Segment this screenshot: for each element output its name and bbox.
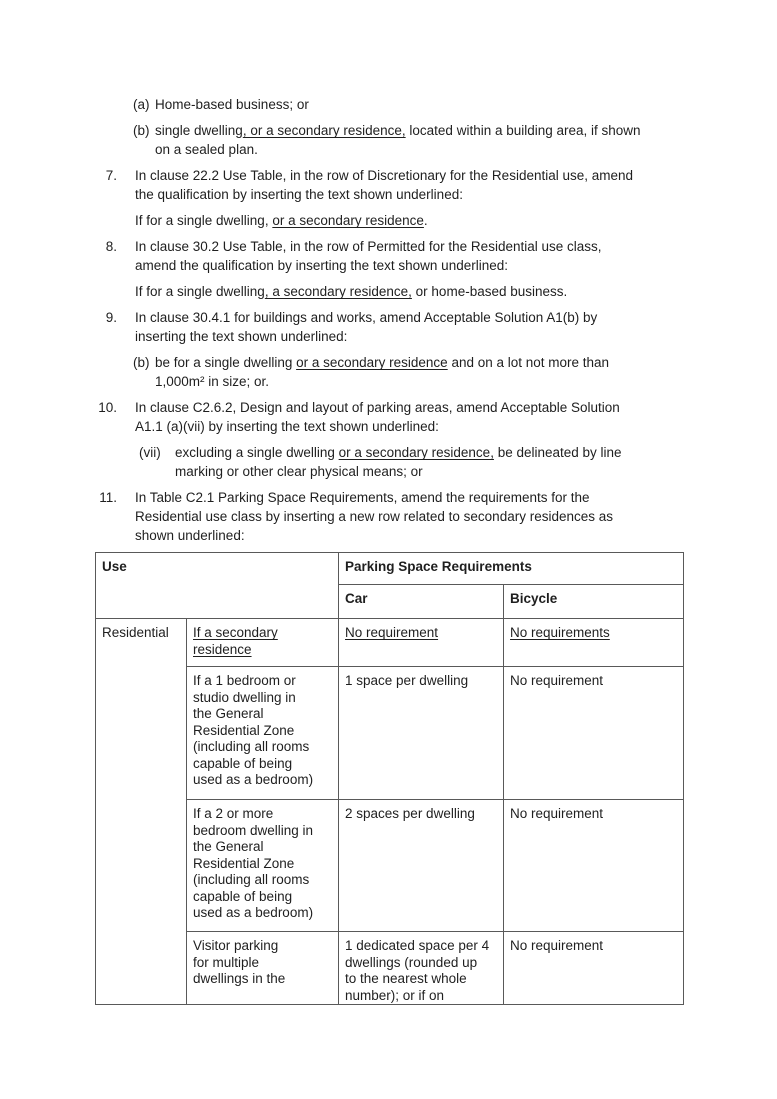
text-line — [135, 398, 777, 417]
text-segment: If for a single dwelling, — [135, 213, 273, 228]
list-marker: 10. — [98, 400, 117, 415]
text-line — [135, 166, 777, 185]
cell-text-line — [510, 938, 677, 955]
cell-text-line — [193, 971, 332, 988]
cell-car-row4 — [339, 932, 504, 1005]
text-segment: be for a single dwelling — [155, 355, 297, 370]
text-segment: inserting the text shown underlined: — [135, 329, 348, 344]
cell-text-line — [193, 756, 332, 773]
cell-car-row3 — [339, 800, 504, 932]
list-marker: (b) — [133, 355, 150, 370]
text-segment: and on a lot not more than — [447, 355, 610, 370]
text-segment: the General — [193, 839, 264, 854]
text-segment: the qualification by inserting the text shown underlined: — [135, 187, 463, 202]
text-segment: If a 2 or more — [193, 806, 274, 821]
document-blocks — [0, 95, 777, 545]
text-segment: In clause C2.6.2, Design and layout of parking areas, amend Acceptable Solution — [135, 400, 620, 415]
cell-text-line — [510, 625, 677, 642]
text-segment: marking or other clear physical means; or — [175, 464, 423, 479]
text-line — [155, 140, 777, 159]
text-segment: Residential Zone — [193, 855, 295, 871]
text-segment: If a 1 bedroom or — [193, 673, 296, 688]
text-segment: A1.1 (a)(vii) by inserting the text shown underlined: — [135, 419, 439, 434]
table-header-bicycle: Bicycle — [504, 585, 684, 619]
list-item-8 — [105, 237, 777, 275]
cell-condition-row3 — [187, 800, 339, 932]
inserted-underlined-text: , a secondary residence, — [264, 284, 412, 299]
text-segment: 2 spaces per dwelling — [345, 806, 475, 821]
text-segment: dwellings (rounded up — [345, 954, 478, 970]
cell-condition-row2 — [187, 667, 339, 800]
table-header — [96, 553, 684, 619]
list-marker: 9. — [105, 310, 117, 325]
cell-text-line — [193, 625, 332, 642]
cell-text-line — [193, 806, 332, 823]
table-body — [96, 619, 684, 1005]
text-segment: amend the qualification by inserting the text shown underlined: — [135, 258, 508, 273]
inserted-underlined-text: , or a secondary residence, — [242, 123, 406, 138]
text-segment: In clause 30.4.1 for buildings and works, amend Acceptable Solution A1(b) by — [135, 310, 598, 325]
cell-bicycle-row3 — [504, 800, 684, 932]
text-segment: (including all rooms — [193, 739, 310, 754]
text-segment: In clause 22.2 Use Table, in the row of Discretionary for the Residential use, amend — [135, 168, 634, 183]
list-marker: (vii) — [139, 445, 161, 460]
cell-text-line — [193, 823, 332, 840]
cell-text-line — [193, 690, 332, 707]
cell-text-line — [193, 839, 332, 856]
cell-text-line — [193, 739, 332, 756]
text-segment: used as a bedroom) — [193, 905, 314, 920]
text-segment: be delineated by line — [493, 445, 622, 460]
text-segment: dwellings in the — [193, 971, 286, 986]
text-segment: capable of being — [193, 755, 293, 771]
list-marker: 8. — [105, 239, 117, 254]
list-item-a — [133, 95, 777, 114]
cell-text-line — [510, 673, 677, 690]
cell-text-line — [193, 673, 332, 690]
text-segment: number); or if on — [345, 987, 445, 1003]
text-line — [135, 507, 777, 526]
text-line — [175, 462, 777, 481]
cell-text-line — [193, 706, 332, 723]
inserted-underlined-text: If a secondary — [193, 625, 278, 640]
text-segment: No requirement — [510, 673, 604, 688]
cell-car-row2 — [339, 667, 504, 800]
text-line — [135, 417, 777, 436]
cell-use-class-residential: Residential — [96, 619, 187, 1005]
text-line — [135, 488, 777, 507]
list-item-7 — [105, 166, 777, 204]
cell-car-row1 — [339, 619, 504, 667]
cell-text-line — [345, 971, 497, 988]
text-segment: No requirement — [510, 938, 604, 953]
cell-text-line — [510, 806, 677, 823]
text-segment: shown underlined: — [135, 528, 245, 543]
text-line — [135, 308, 777, 327]
text-segment: Home-based business; or — [155, 97, 309, 112]
text-line — [135, 327, 777, 346]
cell-text-line — [345, 938, 497, 955]
text-line — [135, 526, 777, 545]
text-segment: excluding a single dwelling — [175, 445, 339, 460]
list-item-11 — [99, 488, 777, 545]
inserted-underlined-text: No requirements — [510, 625, 610, 640]
text-line — [135, 185, 777, 204]
list-item-10 — [98, 398, 777, 436]
cell-text-line — [345, 955, 497, 972]
list-marker: (a) — [133, 97, 150, 112]
cell-bicycle-row2 — [504, 667, 684, 800]
list-marker: 7. — [105, 168, 117, 183]
cell-text-line — [193, 723, 332, 740]
cell-text-line — [193, 889, 332, 906]
text-segment: or home-based business. — [411, 284, 568, 299]
list-item-b — [133, 121, 777, 159]
text-line — [155, 372, 777, 391]
list-marker: (b) — [133, 123, 150, 138]
inserted-underlined-text: or a secondary residence — [272, 213, 424, 228]
cell-bicycle-row1 — [504, 619, 684, 667]
table-row — [96, 619, 684, 667]
text-segment: capable of being — [193, 888, 293, 904]
table-header-car: Car — [339, 585, 504, 619]
text-line — [135, 256, 777, 275]
cell-condition-row1 — [187, 619, 339, 667]
quote-8 — [135, 282, 777, 301]
list-item-10vii — [139, 443, 777, 481]
text-line — [135, 282, 777, 301]
text-segment: 1 space per dwelling — [345, 673, 469, 688]
text-segment: If for a single dwelling — [135, 284, 265, 299]
cell-text-line — [193, 856, 332, 873]
text-segment: 1,000m² in size; or. — [155, 374, 270, 389]
text-segment: In Table C2.1 Parking Space Requirements, amend the requirements for the — [135, 490, 590, 505]
text-segment: (including all rooms — [193, 872, 310, 887]
cell-condition-row4 — [187, 932, 339, 1005]
cell-text-line — [345, 625, 497, 642]
text-segment: 1 dedicated space per 4 — [345, 938, 490, 953]
inserted-underlined-text: residence — [193, 641, 252, 657]
cell-text-line — [193, 772, 332, 789]
text-segment: Residential use class by inserting a new row related to secondary residences as — [135, 509, 613, 524]
cell-text-line — [193, 642, 332, 659]
table-header-use: Use — [96, 553, 339, 619]
inserted-underlined-text: No requirement — [345, 625, 439, 640]
cell-text-line — [345, 673, 497, 690]
text-line — [155, 95, 777, 114]
inserted-underlined-text: or a secondary residence, — [338, 445, 494, 460]
text-segment: No requirement — [510, 806, 604, 821]
text-segment: Residential Zone — [193, 722, 295, 738]
text-segment: used as a bedroom) — [193, 772, 314, 787]
cell-text-line — [193, 872, 332, 889]
inserted-underlined-text: or a secondary residence — [296, 355, 448, 370]
text-segment: studio dwelling in — [193, 689, 296, 705]
text-line — [135, 237, 777, 256]
text-line — [155, 353, 777, 372]
table-header-parking-space-requirements: Parking Space Requirements — [339, 553, 684, 585]
cell-text-line — [193, 955, 332, 972]
document-content — [0, 95, 777, 1005]
parking-space-requirements-table — [95, 552, 684, 1005]
quote-7 — [135, 211, 777, 230]
text-line — [135, 211, 777, 230]
text-segment: bedroom dwelling in — [193, 822, 314, 838]
text-segment: single dwelling — [155, 123, 243, 138]
cell-text-line — [345, 988, 497, 1005]
text-segment: Visitor parking — [193, 938, 279, 953]
list-item-9 — [105, 308, 777, 346]
cell-text-line — [193, 938, 332, 955]
list-marker: 11. — [99, 490, 117, 505]
text-segment: for multiple — [193, 954, 260, 970]
text-segment: on a sealed plan. — [155, 142, 258, 157]
cell-text-line — [345, 806, 497, 823]
text-segment: located within a building area, if shown — [405, 123, 641, 138]
text-line — [155, 121, 777, 140]
cell-text-line — [193, 905, 332, 922]
cell-bicycle-row4 — [504, 932, 684, 1005]
list-item-9b — [133, 353, 777, 391]
text-segment: to the nearest whole — [345, 971, 467, 986]
text-line — [175, 443, 777, 462]
text-segment: the General — [193, 706, 264, 721]
text-segment: In clause 30.2 Use Table, in the row of Permitted for the Residential use class, — [135, 239, 602, 254]
text-segment: . — [423, 213, 428, 228]
